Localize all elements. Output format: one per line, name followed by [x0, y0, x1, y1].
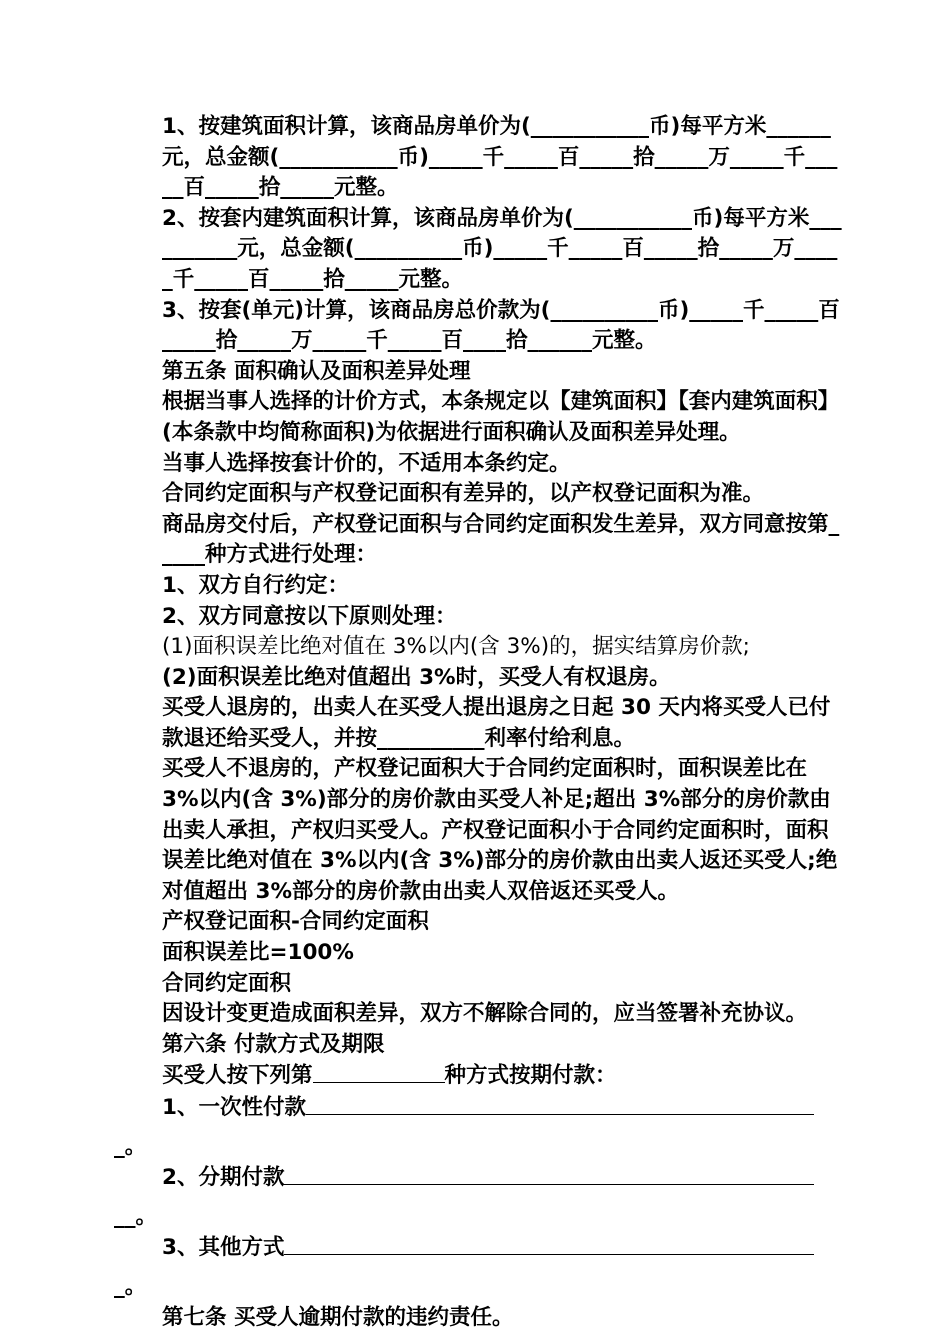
clause5-p4: 商品房交付后，产权登记面积与合同约定面积发生差异，双方同意按第_____种方式进行处理：	[162, 511, 840, 568]
payment-item-2-blank[interactable]	[284, 1162, 814, 1185]
formula-denominator: 合同约定面积	[162, 970, 292, 996]
clause7-title: 第七条 买受人逾期付款的违约责任。	[162, 1304, 514, 1330]
clause5-p7: (1)面积误差比绝对值在 3%以内(含 3%)的，据实结算房价款;	[162, 634, 750, 660]
payment-item-3-label: 3、其他方式	[162, 1235, 285, 1261]
payment-choice-blank[interactable]	[313, 1060, 445, 1083]
clause5-p11: 因设计变更造成面积差异，双方不解除合同的，应当签署补充协议。	[162, 1001, 808, 1027]
clause5-p3: 合同约定面积与产权登记面积有差异的，以产权登记面积为准。	[162, 481, 765, 507]
clause6-p1-lead: 买受人按下列第	[162, 1063, 313, 1089]
clause5-p2: 当事人选择按套计价的，不适用本条约定。	[162, 450, 571, 476]
payment-item-1-label: 1、一次性付款	[162, 1095, 306, 1120]
clause5-p10: 买受人不退房的，产权登记面积大于合同约定面积时，面积误差比在 3%以内(含 3%)部分的房价款由买受人补足;超出 3%部分的房价款由出卖人承担，产权归买受人。产权登记面积小于合同约定面积时，面积误差比绝对值在 3%以内(含 3%)部分的房价款由出卖人返还买受人;绝对值超出 3%部分的房价款由出卖人双倍返还买受人。	[162, 756, 838, 904]
formula-numerator: 产权登记面积-合同约定面积	[162, 909, 429, 935]
clause5-p6: 2、双方同意按以下原则处理：	[162, 603, 457, 629]
payment-item-1	[114, 1092, 842, 1124]
clause6-title: 第六条 付款方式及期限	[162, 1031, 385, 1057]
price-item-1: 1、按建筑面积计算，该商品房单价为(___________币)每平方米______元，总金额(___________币)_____千_____百_____拾_____万_____千_____百_____拾_____元整。	[162, 114, 838, 201]
payment-item-3-end: _。	[114, 1273, 147, 1299]
payment-item-1-end: _。	[114, 1133, 147, 1159]
payment-item-2-label: 2、分期付款	[162, 1165, 285, 1191]
price-item-3: 3、按套(单元)计算，该商品房总价款为(__________币)_____千_____百_____拾_____万_____千_____百____拾______元整。	[162, 297, 840, 354]
payment-item-2	[114, 1162, 842, 1194]
payment-item-1-blank[interactable]	[306, 1092, 814, 1115]
price-item-2: 2、按套内建筑面积计算，该商品房单价为(___________币)每平方米__________元，总金额(__________币)_____千_____百_____拾_____万_____千_____百_____拾_____元整。	[162, 205, 842, 292]
clause5-p1: 根据当事人选择的计价方式，本条规定以【建筑面积】【套内建筑面积】(本条款中均简称面积)为依据进行面积确认及面积差异处理。	[162, 389, 840, 445]
clause6-p1	[114, 1060, 842, 1092]
clause5-p5: 1、双方自行约定：	[162, 572, 349, 598]
payment-item-2-end: __。	[114, 1203, 158, 1229]
clause5-p8: (2)面积误差比绝对值超出 3%时，买受人有权退房。	[162, 664, 671, 690]
clause5-title: 第五条 面积确认及面积差异处理	[162, 358, 471, 384]
formula-ratio: 面积误差比=100%	[162, 940, 354, 966]
payment-item-3	[114, 1232, 842, 1264]
contract-page	[114, 112, 842, 1333]
clause6-p1-tail: 种方式按期付款：	[444, 1063, 617, 1089]
clause5-p9: 买受人退房的，出卖人在买受人提出退房之日起 30 天内将买受人已付款退还给买受人，并按__________利率付给利息。	[162, 695, 831, 751]
payment-item-3-blank[interactable]	[284, 1232, 814, 1255]
